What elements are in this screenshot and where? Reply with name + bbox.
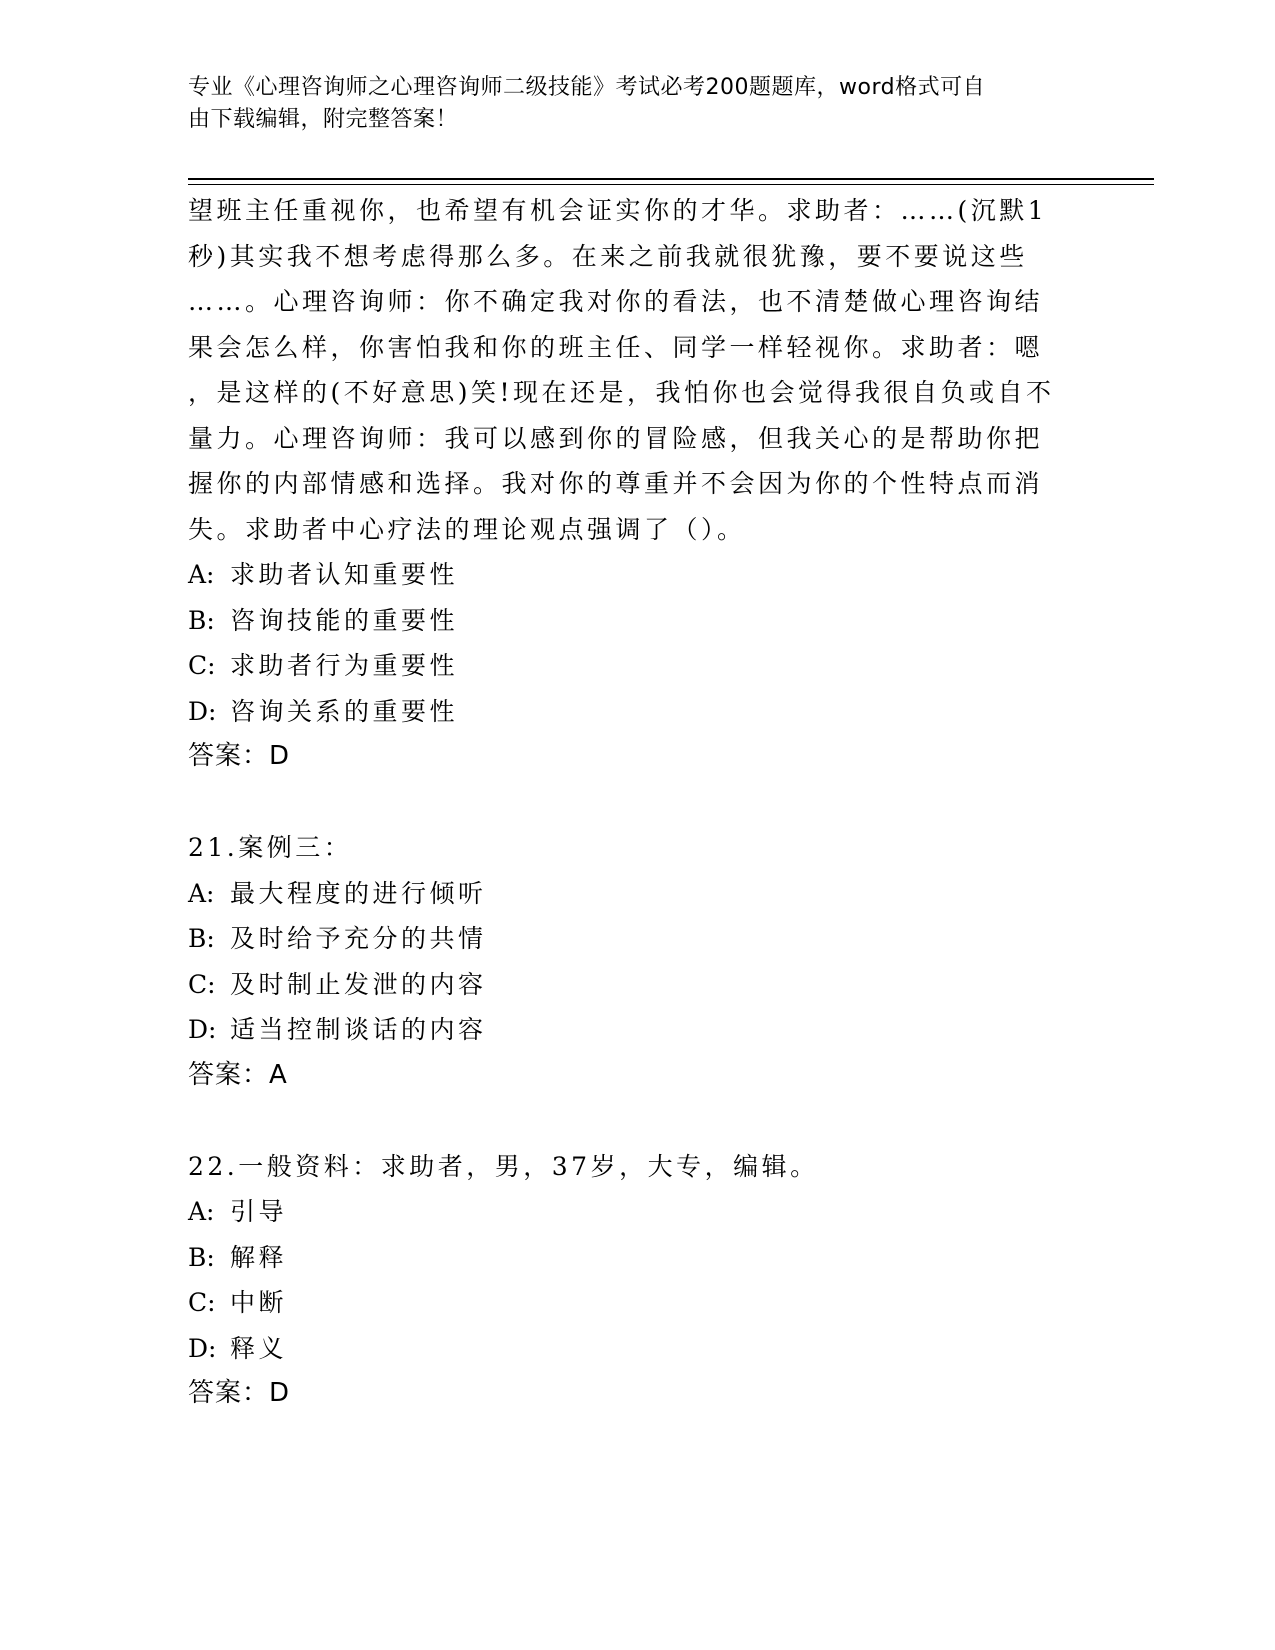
question-21-title: 21.案例三： [188,833,353,862]
question-20-continuation [188,188,1088,552]
option-text: 引导 [230,1197,288,1226]
option-letter: B: [188,1242,215,1272]
option-d [188,689,1088,735]
option-letter: D: [188,1015,217,1044]
header-divider-thin [188,184,1154,185]
text-line: ……。心理咨询师：你不确定我对你的看法，也不清楚做心理咨询结 [188,287,1044,316]
header-title-line-1: 专业《心理咨询师之心理咨询师二级技能》考试必考200题题库，word格式可自 [188,75,986,100]
option-c [188,962,1088,1008]
spacer [188,780,1088,826]
option-letter: C: [188,1288,216,1317]
option-letter: B: [188,924,215,953]
option-letter: C: [188,651,216,680]
option-letter: C: [188,969,216,999]
option-letter: A: [188,560,215,589]
option-c [188,1280,1088,1326]
question-22-title: 22.一般资料：求助者，男，37岁，大专，编辑。 [188,1151,819,1181]
option-c [188,643,1088,689]
option-a [188,1189,1088,1235]
text-line: 果会怎么样，你害怕我和你的班主任、同学一样轻视你。求助者：嗯 [188,332,1044,362]
option-d [188,1007,1088,1053]
option-letter: D: [188,696,217,726]
option-b [188,1235,1088,1281]
option-text: 最大程度的进行倾听 [230,878,487,908]
spacer [188,1098,1088,1144]
option-text: 求助者行为重要性 [230,651,459,680]
option-d [188,1326,1088,1372]
answer-line: 答案：A [188,1059,288,1090]
option-text: 咨询技能的重要性 [230,605,459,635]
option-a [188,552,1088,598]
option-text: 释义 [230,1333,288,1363]
option-text: 咨询关系的重要性 [230,696,459,726]
header-title-line-2: 由下载编辑，附完整答案！ [188,107,459,132]
answer-line: 答案：D [188,1378,291,1408]
option-text: 求助者认知重要性 [230,560,459,589]
option-a [188,871,1088,917]
option-text: 适当控制谈话的内容 [230,1015,487,1044]
option-letter: A: [188,878,215,908]
option-b [188,598,1088,644]
option-text: 及时制止发泄的内容 [230,969,487,999]
header-divider-thick [188,178,1154,180]
text-line: ，是这样的(不好意思)笑!现在还是，我怕你也会觉得我很自负或自不 [188,378,1055,407]
option-text: 解释 [230,1242,288,1272]
option-text: 及时给予充分的共情 [230,924,487,953]
text-line: 失。求助者中心疗法的理论观点强调了（）。 [188,514,746,544]
option-b [188,916,1088,962]
text-line: 秒)其实我不想考虑得那么多。在来之前我就很犹豫，要不要说这些 [188,241,1028,271]
text-line: 握你的内部情感和选择。我对你的尊重并不会因为你的个性特点而消 [188,469,1044,498]
option-letter: B: [188,605,215,635]
document-body [188,188,1088,1417]
document-header [188,72,1068,136]
text-line: 量力。心理咨询师：我可以感到你的冒险感，但我关心的是帮助你把 [188,423,1044,453]
option-text: 中断 [230,1288,288,1317]
option-letter: A: [188,1197,215,1226]
text-line: 望班主任重视你，也希望有机会证实你的才华。求助者：……(沉默1 [188,196,1048,225]
answer-line: 答案：D [188,741,291,771]
option-letter: D: [188,1333,217,1363]
